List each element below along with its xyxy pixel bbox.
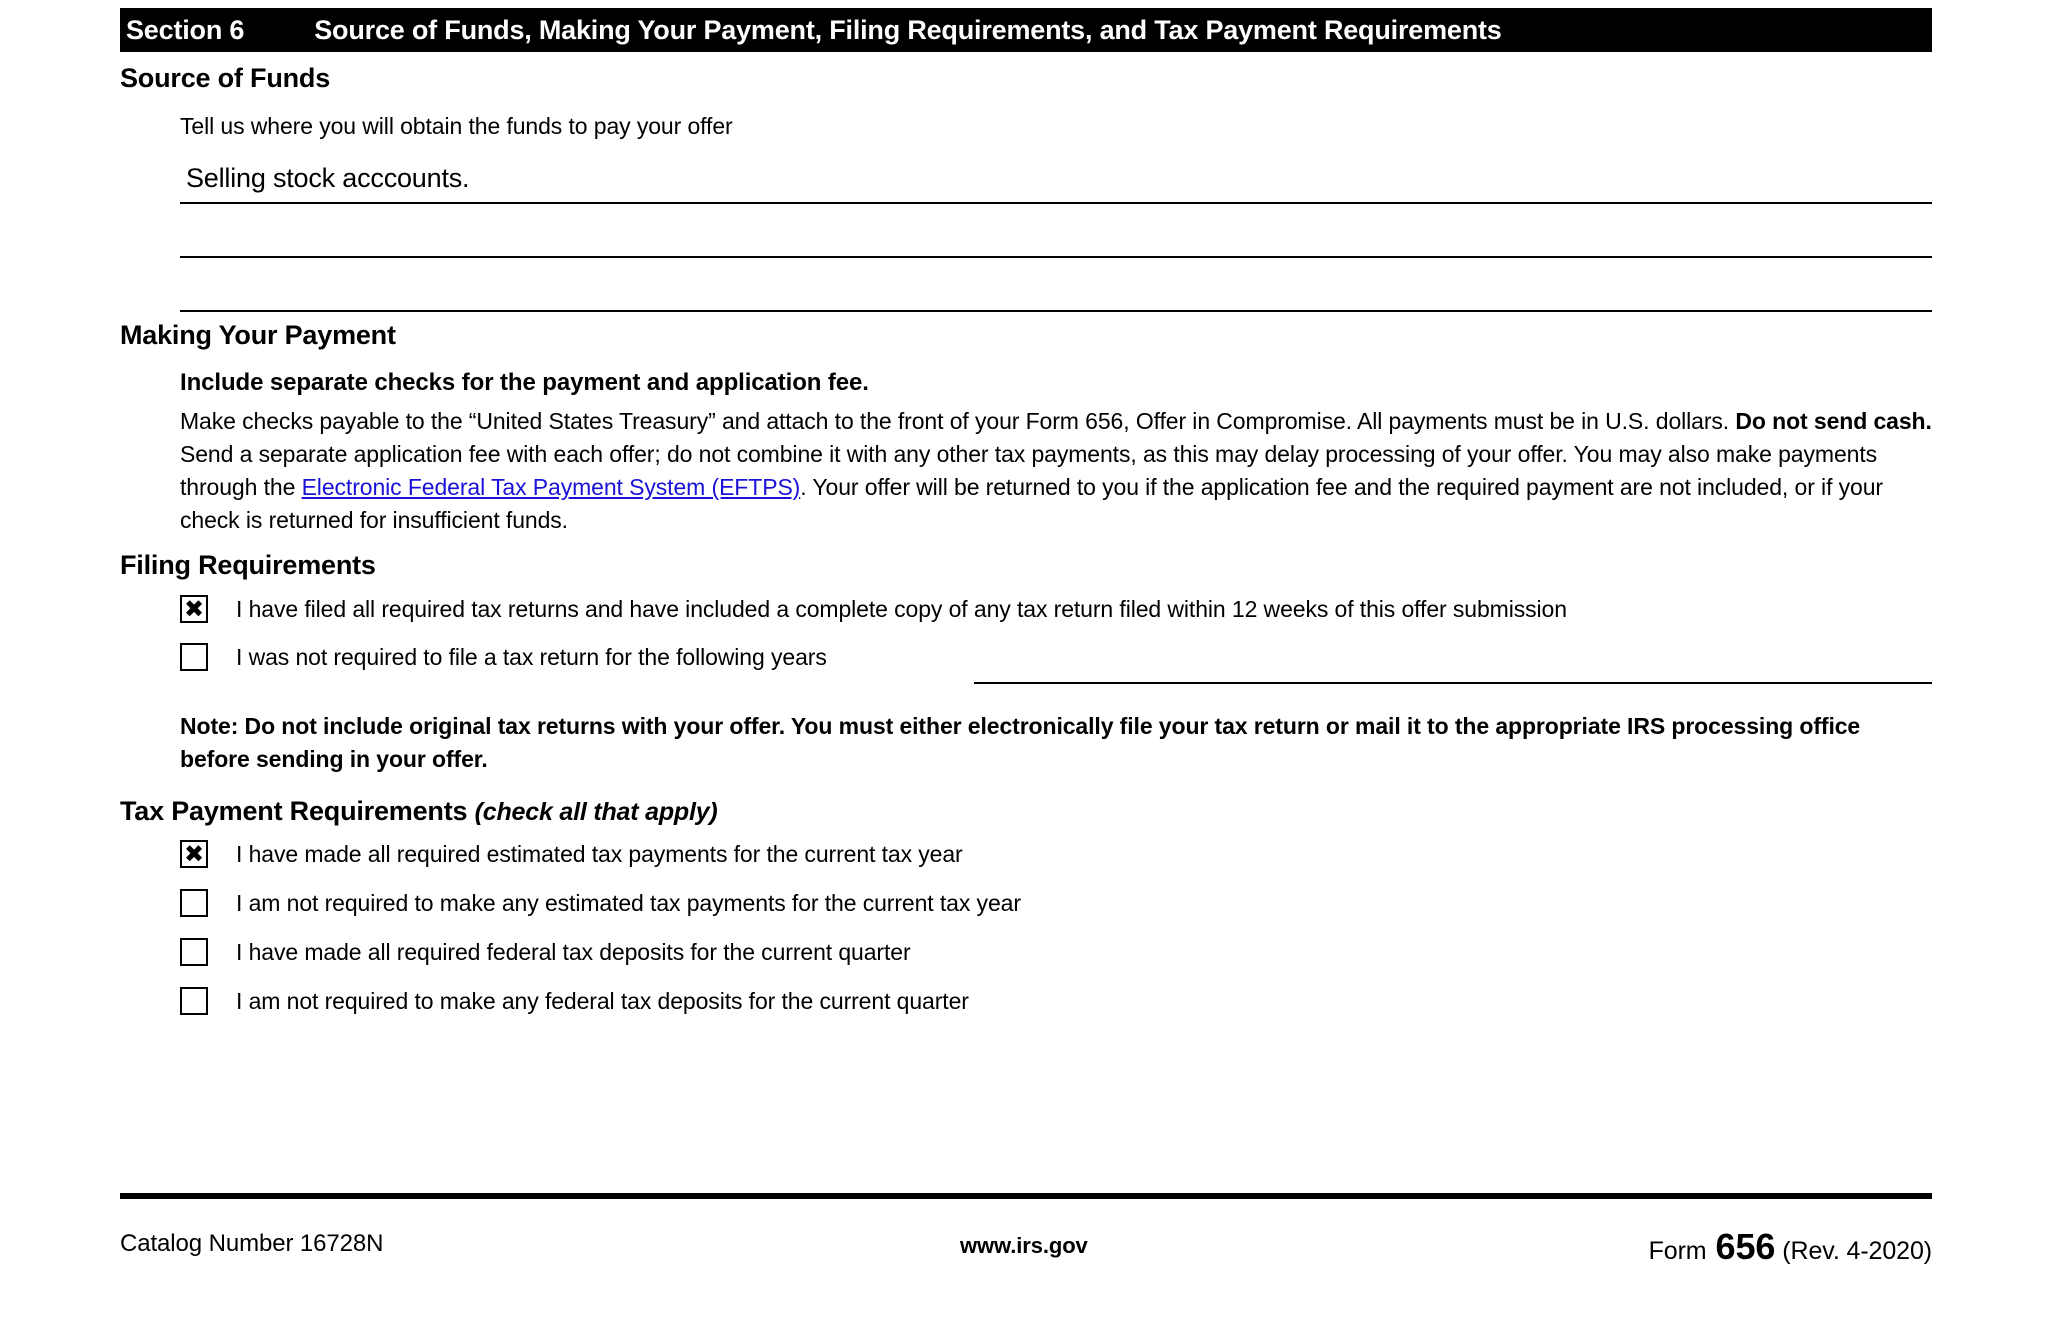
- eftps-link[interactable]: Electronic Federal Tax Payment System (EFTPS): [301, 474, 801, 500]
- form-word-label: Form: [1648, 1237, 1707, 1265]
- tax-payment-label-2: I am not required to make any estimated tax payments for the current tax year: [236, 889, 1021, 916]
- source-of-funds-rule-2[interactable]: [180, 256, 1932, 258]
- source-of-funds-prompt: Tell us where you will obtain the funds to pay your offer: [180, 113, 733, 139]
- filing-requirement-checkbox-2[interactable]: [180, 643, 208, 671]
- tax-payment-row-1[interactable]: [180, 840, 963, 868]
- catalog-number-label: Catalog Number 16728N: [120, 1230, 384, 1257]
- filing-requirements-note: Note: Do not include original tax returns with your offer. You must either electronically file your tax return or mail it to the appropriate IRS processing office before sending in your offer.: [180, 713, 1861, 772]
- section-header-bar: [120, 8, 1932, 52]
- making-payment-paragraph: [180, 405, 1932, 537]
- source-of-funds-heading: Source of Funds: [120, 63, 331, 93]
- filing-years-rule[interactable]: [974, 682, 1932, 684]
- making-payment-heading: Making Your Payment: [120, 320, 396, 350]
- tax-payment-row-2[interactable]: [180, 889, 1021, 917]
- section-title-label: Source of Funds, Making Your Payment, Filing Requirements, and Tax Payment Requirements: [314, 14, 1502, 45]
- payment-paragraph-part3: . Your offer will be returned to you if the application fee and the required payment are not included, or if your check is returned for insufficient funds.: [180, 474, 1883, 533]
- tax-payment-requirements-title: Tax Payment Requirements: [120, 796, 468, 826]
- filing-requirement-label-2: I was not required to file a tax return for the following years: [236, 643, 827, 670]
- tax-payment-label-4: I am not required to make any federal tax deposits for the current quarter: [236, 987, 969, 1014]
- filing-requirement-row-1[interactable]: [180, 595, 1567, 623]
- source-of-funds-answer-1[interactable]: Selling stock acccounts.: [186, 163, 470, 193]
- filing-requirement-checkbox-1[interactable]: [180, 595, 208, 623]
- tax-payment-row-3[interactable]: [180, 938, 911, 966]
- checkmark-icon: ✖: [183, 595, 205, 623]
- tax-payment-checkbox-3[interactable]: [180, 938, 208, 966]
- source-of-funds-rule-1[interactable]: [180, 202, 1932, 204]
- source-of-funds-rule-3[interactable]: [180, 310, 1932, 312]
- payment-paragraph-part1: Make checks payable to the “United States Treasury” and attach to the front of your Form 656, Offer in Compromise. All payments must be in U.S. dollars.: [180, 408, 1736, 434]
- tax-payment-checkbox-1[interactable]: [180, 840, 208, 868]
- payment-paragraph-part2: Send a separate application fee with each offer; do not combine it with any other tax payments, as this may delay processing of your offer. You may also make payments through the: [180, 441, 1878, 500]
- form-revision-label: (Rev. 4-2020): [1782, 1237, 1932, 1265]
- form-identifier: [1649, 1226, 1932, 1268]
- tax-payment-checkbox-2[interactable]: [180, 889, 208, 917]
- tax-payment-requirements-hint: (check all that apply): [474, 798, 718, 826]
- tax-payment-label-3: I have made all required federal tax deposits for the current quarter: [236, 938, 911, 965]
- form-number-label: 656: [1715, 1226, 1776, 1267]
- filing-requirements-heading: Filing Requirements: [120, 550, 376, 580]
- making-payment-subheading: Include separate checks for the payment and application fee.: [180, 369, 869, 396]
- checkmark-icon: ✖: [183, 840, 205, 868]
- tax-payment-label-1: I have made all required estimated tax payments for the current tax year: [236, 840, 963, 867]
- section-number-label: Section 6: [126, 14, 245, 45]
- irs-website-label: www.irs.gov: [960, 1233, 1088, 1258]
- do-not-send-cash-text: Do not send cash.: [1735, 408, 1932, 434]
- tax-payment-checkbox-4[interactable]: [180, 987, 208, 1015]
- tax-payment-requirements-heading: [120, 796, 718, 827]
- tax-payment-row-4[interactable]: [180, 987, 969, 1015]
- footer-divider: [120, 1193, 1932, 1199]
- filing-requirement-row-2[interactable]: [180, 643, 827, 671]
- filing-requirement-label-1: I have filed all required tax returns and have included a complete copy of any tax return filed within 12 weeks of this offer submission: [236, 595, 1567, 622]
